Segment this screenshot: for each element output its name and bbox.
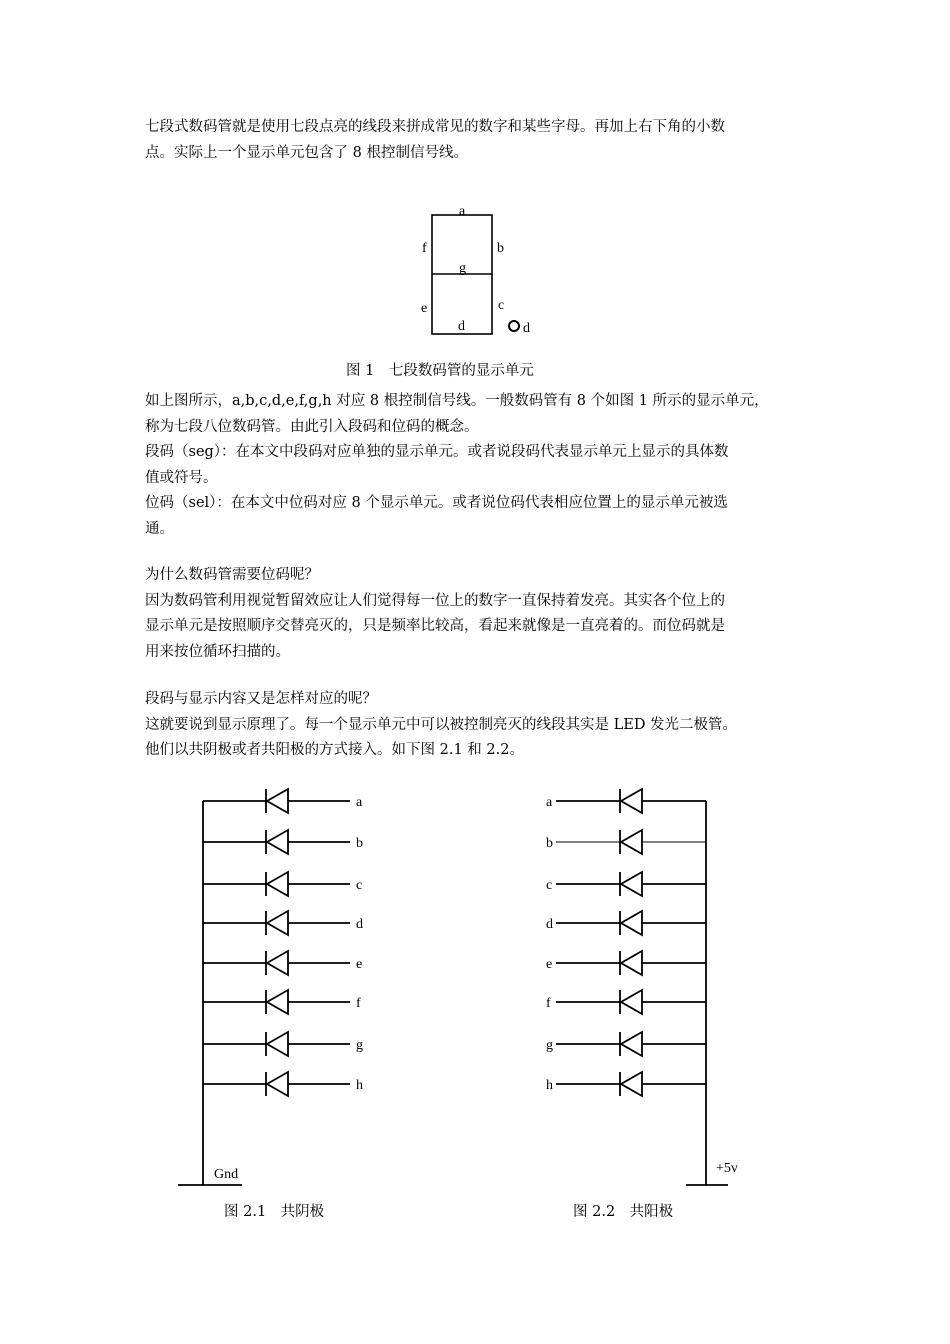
figure-1-caption: 图 1 七段数码管的显示单元 [346, 363, 534, 379]
text-line: 段码与显示内容又是怎样对应的呢？ [145, 691, 377, 707]
text-line: 这就要说到显示原理了。每一个显示单元中可以被控制亮灭的线段其实是 LED 发光二极管。 [145, 716, 738, 733]
segment-label-c: c [498, 298, 505, 313]
segment-label-g: g [459, 261, 466, 276]
diode-icon [621, 830, 642, 854]
diode-icon [621, 1032, 642, 1056]
signal-label: f [356, 996, 361, 1011]
signal-label: h [356, 1078, 363, 1093]
text-line: 称为七段八位数码管。由此引入段码和位码的概念。 [145, 418, 479, 435]
diode-row-5 [546, 990, 706, 1014]
signal-label: g [546, 1038, 553, 1053]
diode-icon [621, 990, 642, 1014]
segment-label-e: e [421, 301, 428, 316]
text-line: 显示单元是按照顺序交替亮灭的，只是频率比较高，看起来就像是一直亮着的。而位码就是 [145, 618, 725, 634]
segment-label-f: f [422, 241, 427, 256]
text-line: 通。 [145, 520, 174, 537]
text-line: 七段式数码管就是使用七段点亮的线段来拼成常见的数字和某些字母。再加上右下角的小数 [145, 119, 725, 135]
text-line: 为什么数码管需要位码呢？ [145, 567, 319, 583]
diode-row-0 [546, 789, 706, 813]
segment-label-d: d [458, 319, 465, 334]
diode-icon [621, 911, 642, 935]
diode-row-4 [546, 951, 706, 975]
diode-icon [621, 789, 642, 813]
text-line: 用来按位循环扫描的。 [145, 643, 290, 660]
diode-row-6 [546, 1032, 706, 1056]
signal-label: f [546, 996, 551, 1011]
signal-label: d [546, 917, 553, 932]
diode-row-1 [546, 830, 706, 854]
figure-2-2-caption: 图 2.2 共阳极 [573, 1204, 674, 1220]
ground-label: Gnd [214, 1167, 239, 1182]
text-line: 值或符号。 [145, 469, 218, 486]
signal-label: c [546, 878, 553, 893]
diode-icon [621, 951, 642, 975]
text-line: 位码（sel）：在本文中位码对应 8 个显示单元。或者说位码代表相应位置上的显示单元被选 [145, 495, 728, 511]
supply-label: +5v [716, 1161, 738, 1176]
text-line: 点。实际上一个显示单元包含了 8 根控制信号线。 [145, 144, 468, 161]
diode-row-7 [546, 1072, 706, 1096]
diode-icon [621, 1072, 642, 1096]
text-line: 如上图所示，a,b,c,d,e,f,g,h 对应 8 根控制信号线。一般数码管有 8 个如图 1 所示的显示单元， [145, 393, 769, 409]
signal-label: b [546, 836, 553, 851]
diode-icon [621, 872, 642, 896]
signal-label: e [546, 957, 553, 972]
figure-2-1-caption: 图 2.1 共阴极 [224, 1204, 325, 1220]
segment-label-a: a [459, 204, 466, 219]
signal-label: c [356, 878, 363, 893]
decimal-point-label: d [523, 321, 530, 336]
text-line: 因为数码管利用视觉暂留效应让人们觉得每一位上的数字一直保持着发亮。其实各个位上的 [145, 592, 725, 609]
diode-row-3 [546, 911, 706, 935]
signal-label: a [546, 795, 553, 810]
text-line: 他们以共阴极或者共阳极的方式接入。如下图 2.1 和 2.2。 [145, 742, 524, 758]
signal-label: e [356, 957, 363, 972]
signal-label: g [356, 1038, 363, 1053]
diode-row-2 [546, 872, 706, 896]
signal-label: d [356, 917, 363, 932]
segment-label-b: b [497, 241, 504, 256]
signal-label: b [356, 836, 363, 851]
text-line: 段码（seg）：在本文中段码对应单独的显示单元。或者说段码代表显示单元上显示的具体数 [145, 444, 729, 460]
signal-label: h [546, 1078, 553, 1093]
signal-label: a [356, 795, 363, 810]
